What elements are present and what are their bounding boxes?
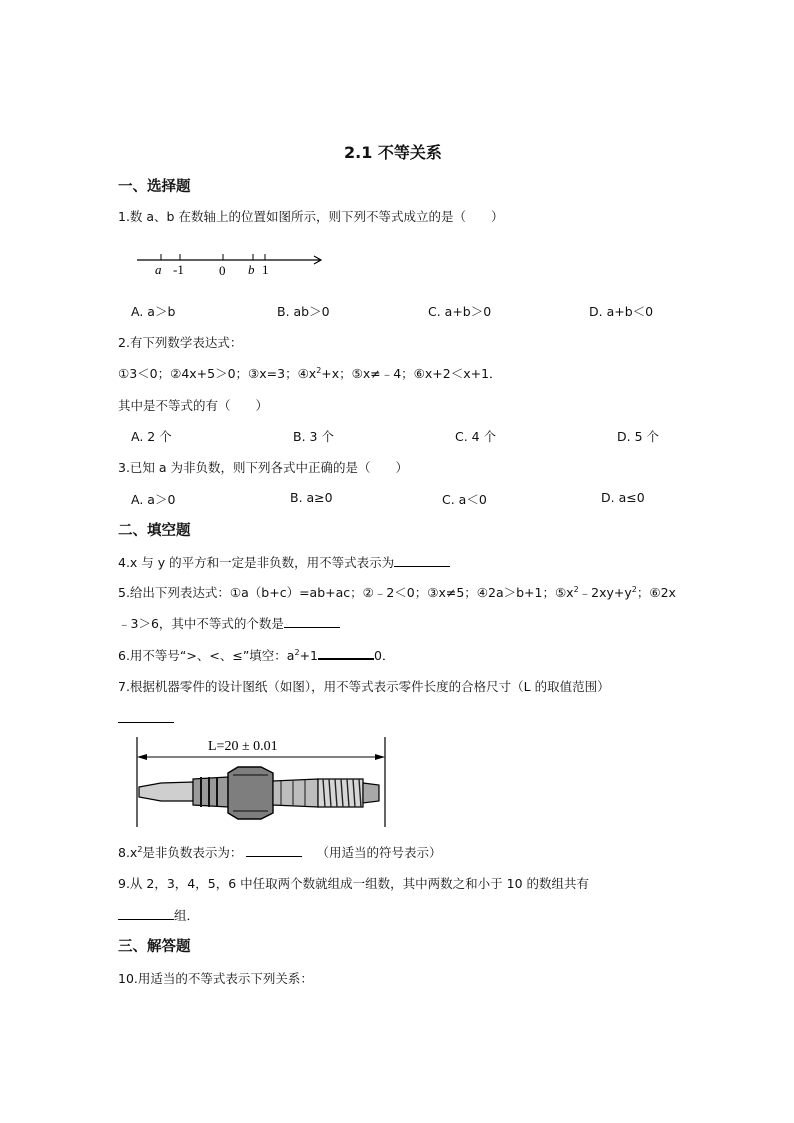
machine-part-figure <box>133 735 389 829</box>
q1-option-c[interactable]: C. a+b＞0 <box>428 304 492 319</box>
question-1-stem: 1.数 a、b 在数轴上的位置如图所示，则下列不等式成立的是（ ） <box>118 209 504 224</box>
question-9-line-1: 9.从 2，3，4，5，6 中任取两个数就组成一组数，其中两数之和小于 10 的数组共有 <box>118 876 589 891</box>
section-heading-fill: 二、填空题 <box>118 523 191 539</box>
answer-blank-4[interactable] <box>394 554 450 567</box>
answer-blank-7[interactable] <box>118 710 174 723</box>
label-zero: 0 <box>219 263 226 278</box>
label-one: 1 <box>262 262 269 277</box>
section-heading-solve: 三、解答题 <box>118 939 191 955</box>
question-9-line-2: 组． <box>118 906 199 924</box>
question-2-expressions: ①3＜0；②4x+5＞0；③x=3；$④x^2+x$；⑤x≠﹣4；⑥x+2＜x+1． <box>118 365 502 381</box>
question-2-stem: 2.有下列数学表达式： <box>118 335 243 350</box>
section-heading-choice: 一、选择题 <box>118 179 191 195</box>
answer-blank-9[interactable] <box>118 907 174 920</box>
dimension-arrow-right <box>375 754 385 760</box>
question-6: 6.用不等号“>、<、≤”填空：$a^2+1$ 0． <box>118 647 395 663</box>
q3-option-b[interactable]: B. a≥0 <box>290 490 333 505</box>
label-b: b <box>248 262 255 277</box>
q2-option-d[interactable]: D. 5 个 <box>617 429 659 444</box>
part-tip <box>139 782 193 801</box>
question-7-stem: 7.根据机器零件的设计图纸（如图），用不等式表示零件长度的合格尺寸（L 的取值范围） <box>118 679 610 694</box>
question-5-line-1: 5.给出下列表达式：①a（b+c）=ab+ac；②﹣2＜0；③x≠5；④2a＞b+1；$⑤x^2﹣2xy+y^2$；⑥2x <box>118 584 676 600</box>
part-body <box>273 779 318 807</box>
page-title: 2.1 不等关系 <box>344 143 442 162</box>
number-line-figure <box>134 248 334 280</box>
dimension-label: L=20 ± 0.01 <box>208 739 278 754</box>
answer-blank-6[interactable] <box>318 646 374 660</box>
q2-option-b[interactable]: B. 3 个 <box>293 429 334 444</box>
q2-option-a[interactable]: A. 2 个 <box>131 429 172 444</box>
dimension-arrow-left <box>137 754 147 760</box>
q3-option-a[interactable]: A. a＞0 <box>131 492 176 507</box>
label-minus-one: -1 <box>173 262 184 277</box>
question-7-blank-line <box>118 708 174 727</box>
question-2-ask: 其中是不等式的有（ ） <box>118 398 269 413</box>
question-8: $8.x^2$是非负数表示为： （用适当的符号表示） <box>118 844 442 860</box>
part-end <box>363 783 379 803</box>
q1-option-a[interactable]: A. a＞b <box>131 304 176 319</box>
question-3-stem: 3.已知 a 为非负数，则下列各式中正确的是（ ） <box>118 460 409 475</box>
q1-option-b[interactable]: B. ab＞0 <box>277 304 330 319</box>
part-insulator <box>193 777 228 807</box>
answer-blank-8[interactable] <box>246 844 302 857</box>
question-4: 4.x 与 y 的平方和一定是非负数，用不等式表示为 <box>118 553 450 571</box>
question-5-line-2: ﹣3＞6，其中不等式的个数是 <box>118 614 340 632</box>
q1-option-d[interactable]: D. a+b＜0 <box>589 304 654 319</box>
q2-option-c[interactable]: C. 4 个 <box>455 429 497 444</box>
q3-option-d[interactable]: D. a≤0 <box>601 490 645 505</box>
answer-blank-5[interactable] <box>284 615 340 628</box>
question-10-stem: 10.用适当的不等式表示下列关系： <box>118 971 313 986</box>
q3-option-c[interactable]: C. a＜0 <box>442 492 487 507</box>
label-a: a <box>155 262 162 277</box>
